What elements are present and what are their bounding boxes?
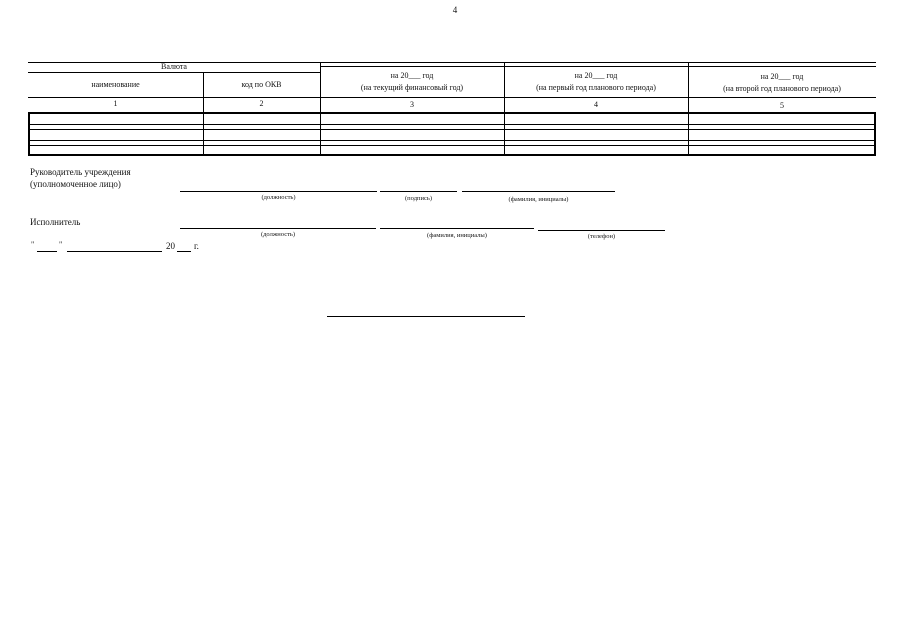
executor-name-line[interactable] (380, 228, 534, 229)
head-name-caption: (фамилия, инициалы) (508, 196, 569, 203)
date-quote-close: " (59, 240, 63, 249)
head-position-line[interactable] (180, 191, 377, 192)
executor-position-caption: (должность) (260, 231, 296, 238)
col-number-2: 2 (259, 99, 264, 108)
col-name-header: наименование (91, 80, 140, 89)
currency-header: Валюта (161, 62, 187, 71)
executor-phone-caption: (телефон) (587, 233, 616, 240)
col-number-1: 1 (113, 99, 118, 108)
col-current-year-header: на 20___ год (390, 71, 434, 80)
col-okv-header: код по ОКВ (241, 80, 282, 89)
col-number-5: 5 (780, 101, 784, 110)
head-signature-caption: (подпись) (405, 195, 432, 202)
head-signature-line[interactable] (380, 191, 457, 192)
col-current-year-sub: (на текущий финансовый год) (360, 83, 464, 92)
page-number: 4 (452, 5, 458, 15)
col-first-plan-year-header: на 20___ год (574, 71, 618, 80)
date-month-line[interactable] (67, 251, 162, 252)
col-second-plan-year-sub: (на второй год планового периода) (723, 84, 841, 93)
executor-position-line[interactable] (180, 228, 376, 229)
executor-label: Исполнитель (30, 217, 81, 227)
executor-name-caption: (фамилия, инициалы) (427, 232, 487, 239)
date-year-prefix: 20 (166, 241, 175, 251)
date-quote-open: " (31, 240, 35, 249)
head-position-caption: (должность) (261, 194, 296, 201)
executor-phone-line[interactable] (538, 230, 665, 231)
col-number-4: 4 (594, 100, 598, 109)
date-day-line[interactable] (37, 251, 57, 252)
head-title-line2: (уполномоченное лицо) (30, 179, 121, 189)
head-name-line[interactable] (462, 191, 615, 192)
date-year-suffix: г. (194, 241, 199, 251)
closing-rule (327, 316, 525, 317)
date-year-line[interactable] (177, 251, 191, 252)
col-first-plan-year-sub: (на первый год планового периода) (536, 83, 656, 92)
col-second-plan-year-header: на 20___ год (760, 72, 804, 81)
col-number-3: 3 (410, 100, 414, 109)
head-title-line1: Руководитель учреждения (30, 167, 131, 177)
